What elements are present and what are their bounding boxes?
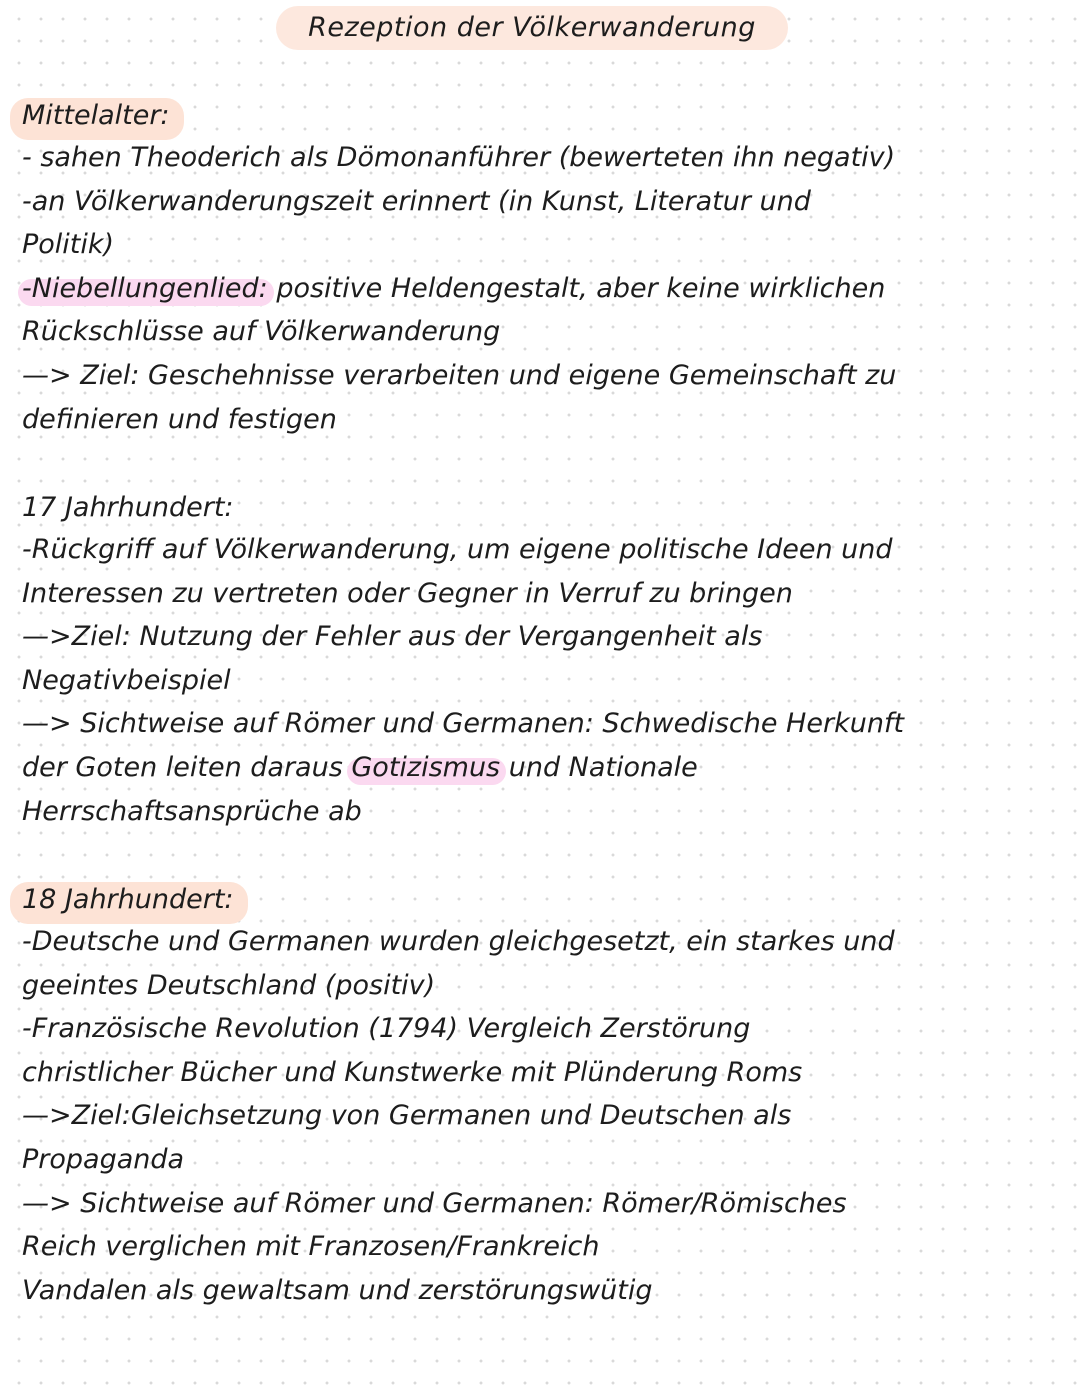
title-highlight: [276, 6, 788, 50]
note-line: -Rückgriff auf Völkerwanderung, um eigene politische Ideen und: [22, 534, 893, 565]
term-highlight: Gotizismus: [351, 751, 501, 783]
note-line: -an Völkerwanderungszeit erinnert (in Kunst, Literatur und: [22, 185, 811, 217]
note-line-highlighted: [22, 267, 1052, 311]
section-heading-text: 17 Jahrhundert:: [22, 492, 234, 523]
note-line: christlicher Bücher und Kunstwerke mit Plünderung Roms: [22, 1056, 803, 1088]
note-line-highlighted: [22, 746, 1052, 790]
note-line-rest: und Nationale: [500, 751, 698, 783]
note-line: -Französische Revolution (1794) Vergleich Zerstörung: [22, 1013, 751, 1045]
section-heading: [22, 488, 248, 528]
note-line: Politik): [22, 229, 115, 261]
note-line: geeintes Deutschland (positiv): [22, 969, 436, 1001]
note-line-before: der Goten leiten daraus: [22, 751, 352, 783]
section-17-jahrhundert: [22, 488, 1052, 833]
section-heading-text: 18 Jahrhundert:: [22, 884, 234, 915]
note-line-rest: positive Heldengestalt, aber keine wirklichen: [267, 272, 886, 304]
section-heading: [22, 880, 248, 920]
note-line: -Deutsche und Germanen wurden gleichgesetzt, ein starkes und: [22, 926, 895, 957]
note-line: Reich verglichen mit Franzosen/Frankreich: [22, 1231, 600, 1263]
note-line: —>Ziel: Nutzung der Fehler aus der Vergangenheit als: [22, 621, 763, 653]
note-line: —> Sichtweise auf Römer und Germanen: Römer/Römisches: [22, 1187, 847, 1219]
note-line: —> Sichtweise auf Römer und Germanen: Schwedische Herkunft: [22, 708, 905, 740]
section-heading-text: Mittelalter:: [22, 100, 170, 131]
note-line: —> Ziel: Geschehnisse verarbeiten und eigene Gemeinschaft zu: [22, 359, 897, 391]
note-line: Interessen zu vertreten oder Gegner in Verruf zu bringen: [22, 577, 793, 609]
section-heading: [22, 96, 184, 136]
term-highlight: -Niebellungenlied:: [22, 272, 268, 304]
note-line: Propaganda: [22, 1143, 185, 1175]
note-line: Vandalen als gewaltsam und zerstörungswütig: [22, 1274, 653, 1306]
note-line: definieren und festigen: [22, 403, 337, 435]
note-line: Herrschaftsansprüche ab: [22, 795, 362, 827]
section-mittelalter: [22, 96, 1052, 441]
note-line: —>Ziel:Gleichsetzung von Germanen und Deutschen als: [22, 1100, 792, 1132]
note-line: - sahen Theoderich als Dömonanführer (bewerteten ihn negativ): [22, 142, 896, 173]
page-title: Rezeption der Völkerwanderung: [308, 12, 756, 43]
note-line: Rückschlüsse auf Völkerwanderung: [22, 316, 501, 348]
section-18-jahrhundert: [22, 880, 1052, 1312]
note-line: Negativbeispiel: [22, 664, 231, 696]
